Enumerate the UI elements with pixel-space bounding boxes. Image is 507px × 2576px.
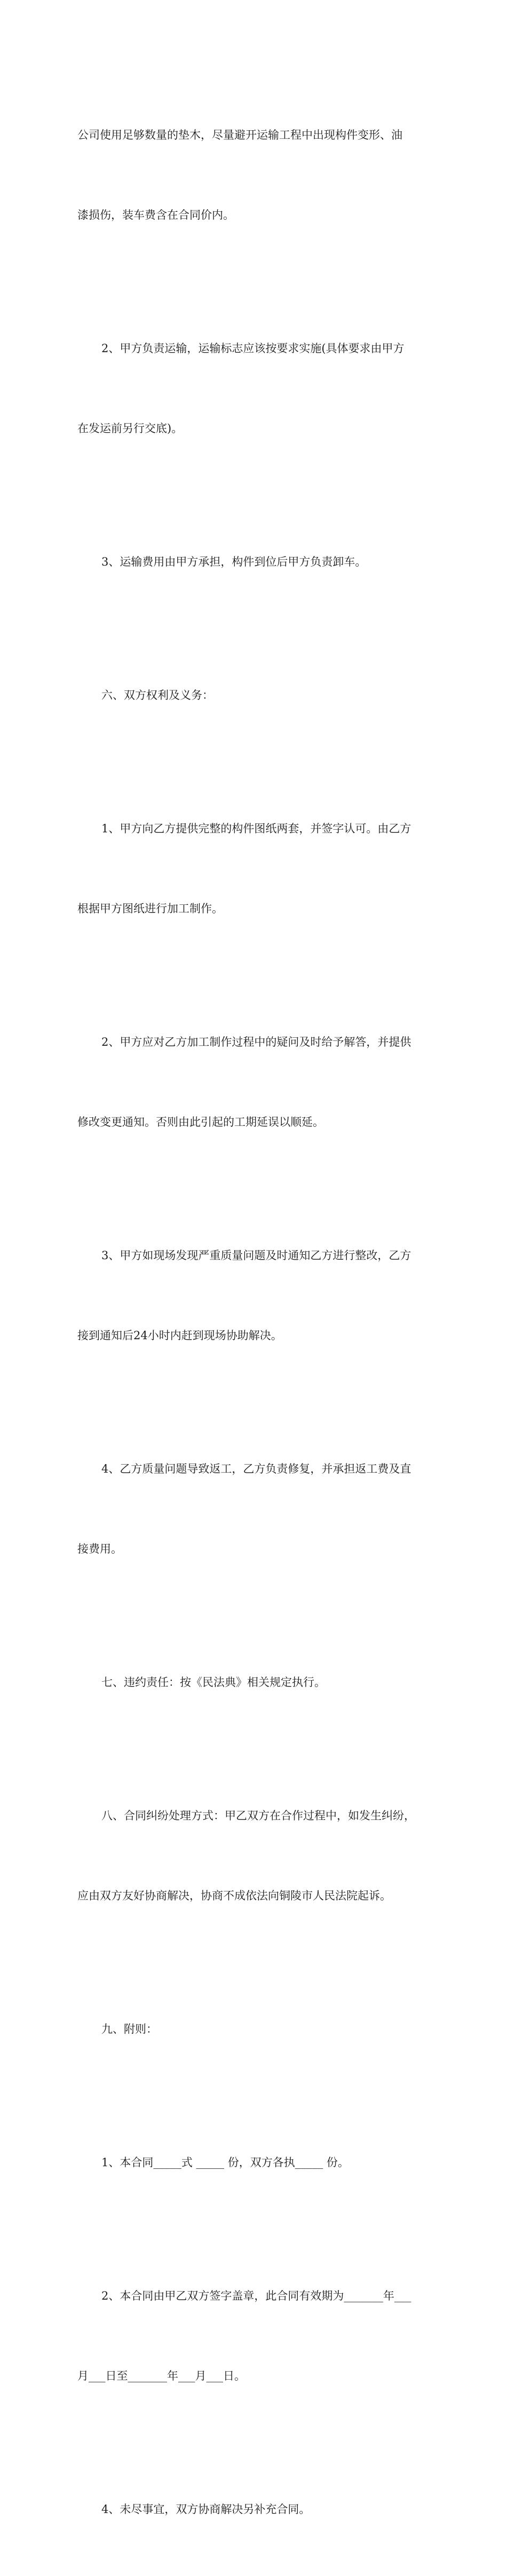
paragraph (77, 2443, 438, 2576)
text-line: 月___日至_______年___月___日。 (77, 2370, 245, 2382)
text-line: 2、本合同由甲乙双方签字盖章，此合同有效期为_______年___ (101, 2289, 411, 2302)
text-line: 3、甲方如现场发现严重质量问题及时通知乙方进行整改，乙方 (101, 1249, 411, 1262)
section-heading (77, 1962, 438, 2096)
text-line: 根据甲方图纸进行加工制作。 (77, 902, 223, 915)
section-heading (77, 629, 438, 762)
text-line: 4、乙方质量问题导致返工，乙方负责修复，并承担返工费及直 (101, 1462, 411, 1475)
text-line: 4、未尽事宜，双方协商解决另补充合同。 (101, 2503, 311, 2516)
text-line: 3、运输费用由甲方承担，构件到位后甲方负责卸车。 (101, 555, 367, 568)
section-heading (77, 1749, 438, 1962)
document-body (77, 68, 438, 2576)
paragraph (77, 975, 438, 1189)
text-line: 接费用。 (77, 1543, 122, 1555)
paragraph (77, 495, 438, 629)
text-line: 九、附则： (101, 2023, 157, 2036)
paragraph (77, 2096, 438, 2229)
text-line: 2、甲方应对乙方加工制作过程中的疑问及时给予解答，并提供 (101, 1036, 411, 1048)
text-line: 八、合同纠纷处理方式：甲乙双方在合作过程中，如发生纠纷， (101, 1809, 415, 1822)
text-line: 2、甲方负责运输，运输标志应该按要求实施(具体要求由甲方 (101, 342, 405, 355)
text-line: 接到通知后24小时内赶到现场协助解决。 (77, 1329, 282, 1342)
paragraph (77, 2229, 438, 2443)
paragraph (77, 762, 438, 975)
paragraph (77, 1402, 438, 1616)
paragraph (77, 282, 438, 495)
section-heading (77, 1616, 438, 1749)
text-line: 七、违约责任：按《民法典》相关规定执行。 (101, 1676, 326, 1689)
text-line: 修改变更通知。否则由此引起的工期延误以顺延。 (77, 1116, 324, 1128)
text-line: 六、双方权利及义务： (101, 689, 213, 702)
text-line: 1、甲方向乙方提供完整的构件图纸两套，并签字认可。由乙方 (101, 822, 411, 835)
paragraph (77, 1189, 438, 1402)
text-line: 1、本合同_____式 _____ 份，双方各执_____ 份。 (101, 2156, 349, 2169)
text-line: 在发运前另行交底)。 (77, 422, 183, 435)
text-line: 公司使用足够数量的垫木，尽量避开运输工程中出现构件变形、油 (77, 129, 402, 141)
text-line: 漆损伤，装车费含在合同价内。 (77, 209, 234, 221)
paragraph (77, 68, 438, 282)
text-line: 应由双方友好协商解决，协商不成依法向铜陵市人民法院起诉。 (77, 1889, 391, 1902)
